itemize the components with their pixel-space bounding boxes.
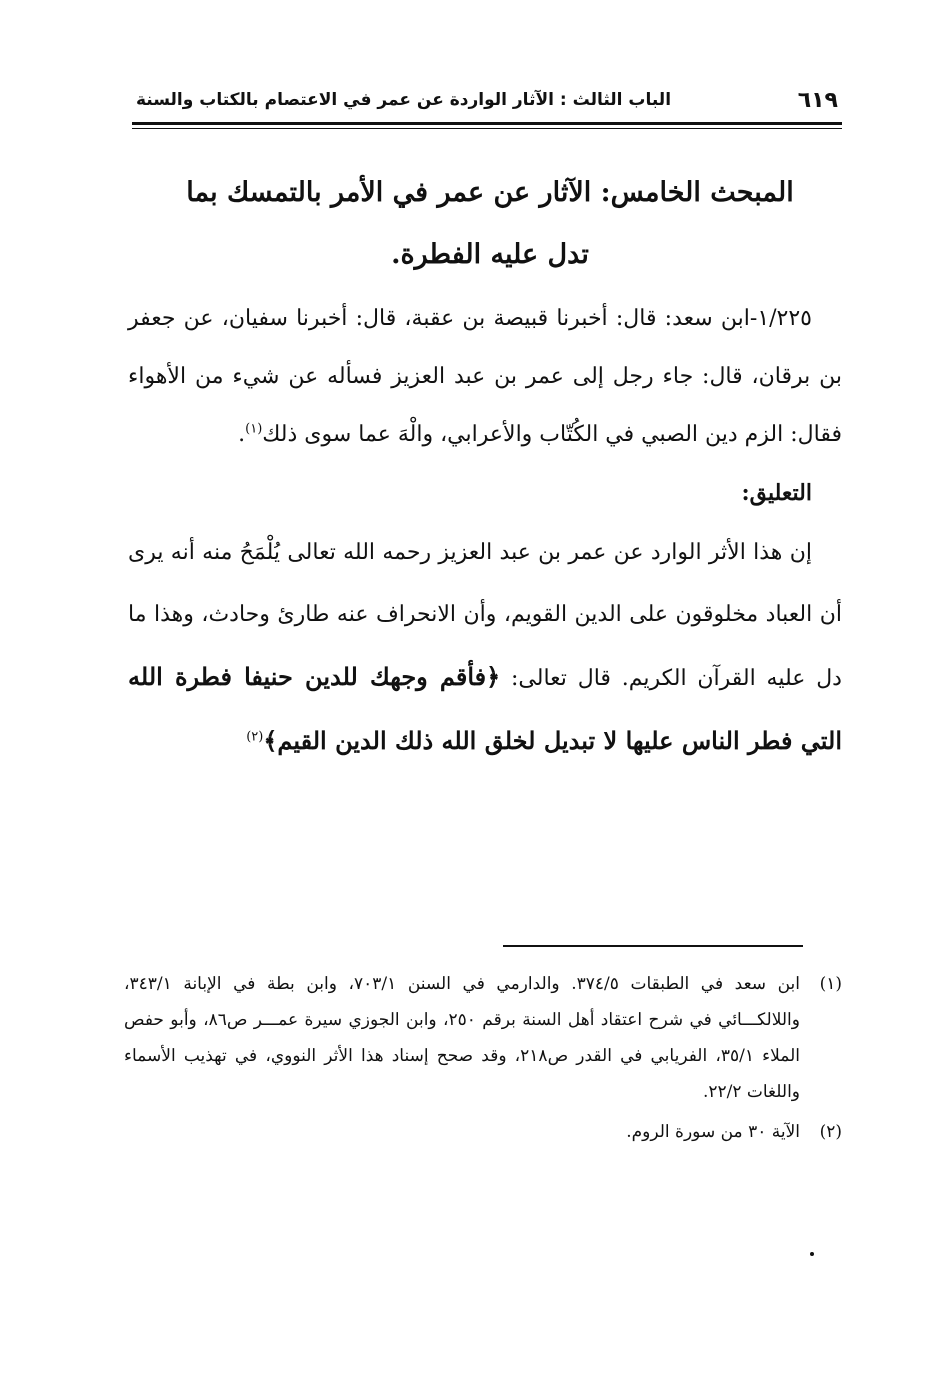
narration-paragraph: [128, 290, 842, 464]
header-rule-thick: [132, 122, 842, 125]
page-number: ٦١٩: [797, 88, 838, 113]
footnote: [124, 1114, 842, 1150]
header-rule-thin: [132, 128, 842, 129]
running-header: [132, 86, 842, 120]
chapter-title: الباب الثالث : الآثار الواردة عن عمر في الاعتصام بالكتاب والسنة: [136, 90, 672, 110]
section-heading-line1: المبحث الخامس: الآثار عن عمر في الأمر بالتمسك بما: [186, 177, 794, 208]
page-mark-dot: [810, 1252, 814, 1256]
footnote-text: الآية ٣٠ من سورة الروم.: [626, 1122, 800, 1142]
section-heading-line2: تدل عليه الفطرة.: [391, 239, 589, 270]
footnotes: [124, 966, 842, 1154]
footnote-separator: [503, 945, 803, 947]
footnote-marker: (١): [819, 974, 842, 994]
main-text: [128, 290, 842, 774]
commentary-paragraph: [128, 522, 842, 774]
footnote-ref-1: (١): [245, 421, 263, 437]
footnote: [124, 966, 842, 1110]
commentary-heading: التعليق:: [741, 480, 812, 506]
narration-text: ١/٢٢٥-ابن سعد: قال: أخبرنا قبيصة بن عقبة، قال: أخبرنا سفيان، عن جعفر بن برقان، قال: جاء رجل إلى عمر بن عبد العزيز فسأله عن شيء من الأهواء فقال: الزم دين الصبي في الكُتّاب والأعرابي، والْهَ عما سوى ذلك: [128, 306, 842, 447]
section-heading: [150, 162, 830, 286]
footnote-marker: (٢): [819, 1122, 842, 1142]
quran-verse: ﴿فأقم وجهك للدين حنيفا فطرة الله التي فطر الناس عليها لا تبديل لخلق الله ذلك الدين القيم﴾: [128, 662, 842, 755]
narration-end: .: [238, 422, 246, 447]
commentary-text: إن هذا الأثر الوارد عن عمر بن عبد العزيز رحمه الله تعالى يُلْمَحُ منه أنه يرى أن العباد مخلوقون على الدين القويم، وأن الانحراف عنه طارئ وحادث، وهذا ما دل عليه القرآن الكريم. قال تعالى:: [128, 540, 842, 691]
footnote-text: ابن سعد في الطبقات ٣٧٤/٥. والدارمي في السنن ٧٠٣/١، وابن بطة في الإبانة ٣٤٣/١، واللالكـــائي في شرح اعتقاد أهل السنة برقم ٢٥٠، وابن الجوزي سيرة عمـــر ص٨٦، وأبو حفص الملاء ٣٥/١، الفريابي في القدر ص٢١٨، وقد صحح إسناد هذا الأثر النووي، في تهذيب الأسماء واللغات ٢٢/٢.: [124, 974, 801, 1102]
footnote-ref-2: (٢): [246, 729, 264, 745]
